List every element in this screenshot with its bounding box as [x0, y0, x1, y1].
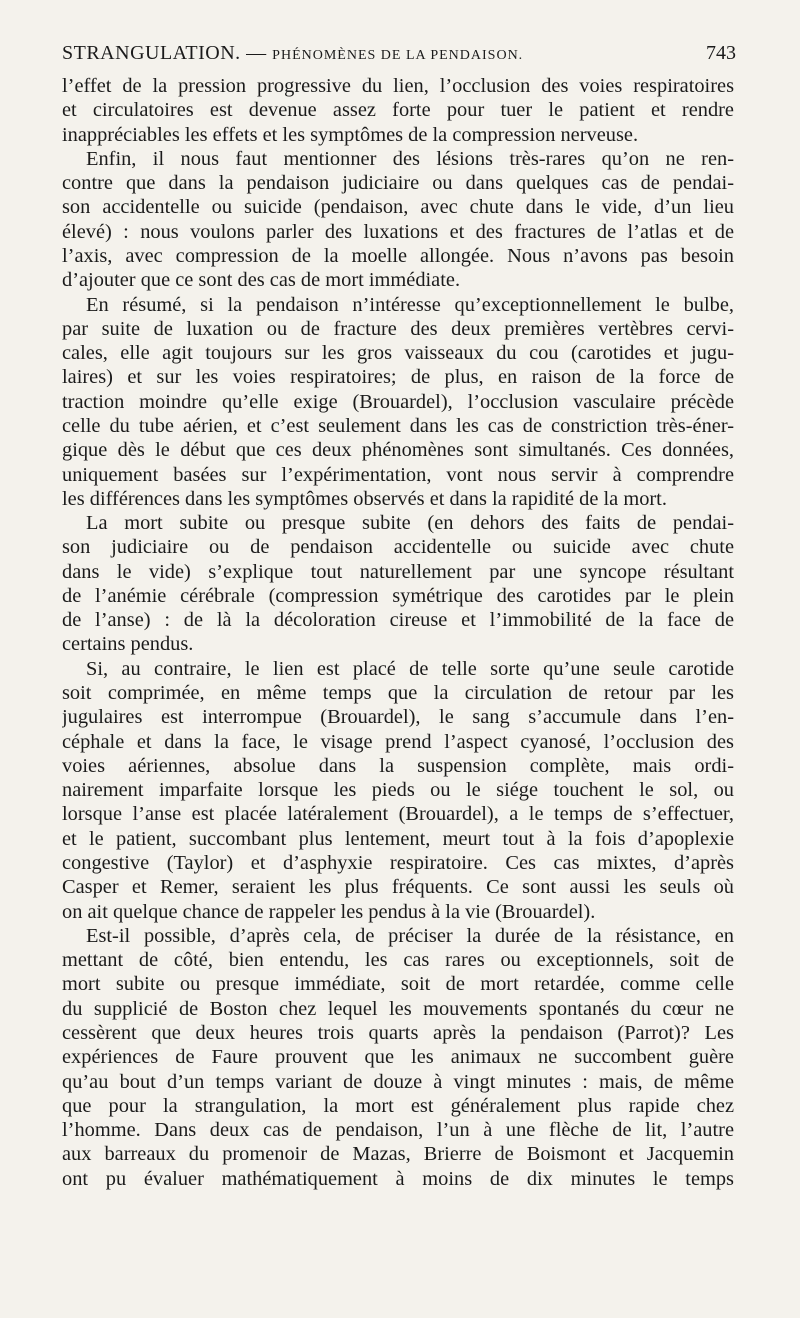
text-line: mettant de côté, bien entendu, les cas rares ou exceptionnels, soit de [62, 949, 734, 972]
text-line: Est-il possible, d’après cela, de préciser la durée de la résistance, en [86, 924, 734, 947]
text-line: certains pendus. [62, 633, 194, 656]
text-line: l’effet de la pression progressive du lien, l’occlusion des voies respiratoires [62, 75, 734, 97]
text-line: on ait quelque chance de rappeler les pendus à la vie (Brouardel). [62, 900, 596, 923]
text-line: par suite de luxation ou de fracture des deux premières vertèbres cervi- [62, 317, 734, 340]
text-line: les différences dans les symptômes observés et dans la rapidité de la mort. [62, 487, 667, 510]
text-line: uniquement basées sur l’expérimentation, vont nous servir à comprendre [62, 463, 734, 486]
text-line: élevé) : nous voulons parler des luxations et des fractures de l’atlas et de [62, 220, 734, 243]
text-line: La mort subite ou presque subite (en dehors des faits de pendai- [86, 512, 734, 535]
text-line: inappréciables les effets et les symptômes de la compression nerveuse. [62, 123, 639, 146]
text-line: du supplicié de Boston chez lequel les mouvements spontanés du cœur ne [62, 997, 734, 1020]
text-line: son accidentelle ou suicide (pendaison, avec chute dans le vide, d’un lieu [62, 196, 734, 219]
text-line: voies aériennes, absolue dans la suspension complète, mais ordi- [62, 754, 734, 777]
text-line: En résumé, si la pendaison n’intéresse qu’exceptionnellement le bulbe, [86, 293, 734, 316]
text-line: mort subite ou presque immédiate, soit de mort retardée, comme celle [62, 973, 734, 996]
text-line: contre que dans la pendaison judiciaire ou dans quelques cas de pendai- [62, 172, 734, 195]
text-line: cessèrent que deux heures trois quarts après la pendaison (Parrot)? Les [62, 1021, 734, 1044]
text-line: dans le vide) s’explique tout naturellement par une syncope résultant [62, 560, 734, 583]
text-line: qu’au bout d’un temps variant de douze à vingt minutes : mais, de même [62, 1070, 734, 1093]
running-title-separator: — [240, 42, 273, 64]
running-title-sub: PHÉNOMÈNES DE LA PENDAISON. [272, 48, 524, 63]
text-line: d’ajouter que ce sont des cas de mort immédiate. [62, 269, 461, 292]
text-line: Enfin, il nous faut mentionner des lésions très-rares qu’on ne ren- [86, 147, 734, 170]
text-line: que pour la strangulation, la mort est généralement plus rapide chez [62, 1094, 734, 1117]
text-line: l’axis, avec compression de la moelle allongée. Nous n’avons pas besoin [62, 244, 734, 267]
text-line: aux barreaux du promenoir de Mazas, Brierre de Boismont et Jacquemin [62, 1143, 734, 1166]
text-line: gique dès le début que ces deux phénomènes sont simultanés. Ces données, [62, 439, 734, 462]
text-line: congestive (Taylor) et d’asphyxie respiratoire. Ces cas mixtes, d’après [62, 852, 734, 874]
text-line: et le patient, succombant plus lentement, meurt tout à la fois d’apoplexie [62, 827, 734, 850]
text-line: laires) et sur les voies respiratoires; de plus, en raison de la force de [62, 366, 734, 389]
text-line: et circulatoires est devenue assez forte pour tuer le patient et rendre [62, 99, 734, 122]
text-line: l’homme. Dans deux cas de pendaison, l’un à une flèche de lit, l’autre [62, 1119, 734, 1142]
page-number: 743 [706, 42, 736, 64]
text-line: soit comprimée, en même temps que la circulation de retour par les [62, 682, 734, 705]
text-line: celle du tube aérien, et c’est seulement dans les cas de constriction très-éner- [62, 414, 734, 437]
text-line: lorsque l’anse est placée latéralement (Brouardel), a le temps de s’effectuer, [62, 803, 734, 826]
text-line: traction moindre qu’elle exige (Brouardel), l’occlusion vasculaire précède [62, 390, 734, 413]
text-line: ont pu évaluer mathématiquement à moins de dix minutes le temps [62, 1167, 734, 1190]
text-line: céphale et dans la face, le visage prend l’aspect cyanosé, l’occlusion des [62, 730, 734, 753]
text-line: expériences de Faure prouvent que les animaux ne succombent guère [62, 1046, 734, 1069]
text-line: de l’anse) : de là la décoloration cireuse et l’immobilité de la face de [62, 609, 734, 632]
text-line: son judiciaire ou de pendaison accidentelle ou suicide avec chute [62, 536, 734, 559]
text-line: Casper et Remer, seraient les plus fréquents. Ce sont aussi les seuls où [62, 876, 734, 899]
running-title-main: STRANGULATION. [62, 42, 241, 64]
body-text [62, 74, 734, 1191]
text-line: jugulaires est interrompue (Brouardel), le sang s’accumule dans l’en- [62, 706, 734, 729]
running-title [62, 42, 523, 65]
text-line: cales, elle agit toujours sur les gros vaisseaux du cou (carotides et jugu- [62, 342, 734, 365]
text-line: nairement imparfaite lorsque les pieds ou le siége touchent le sol, ou [62, 779, 734, 802]
running-header [62, 42, 736, 65]
text-line: de l’anémie cérébrale (compression symétrique des carotides par le plein [62, 584, 734, 607]
text-line: Si, au contraire, le lien est placé de telle sorte qu’une seule carotide [86, 657, 734, 680]
